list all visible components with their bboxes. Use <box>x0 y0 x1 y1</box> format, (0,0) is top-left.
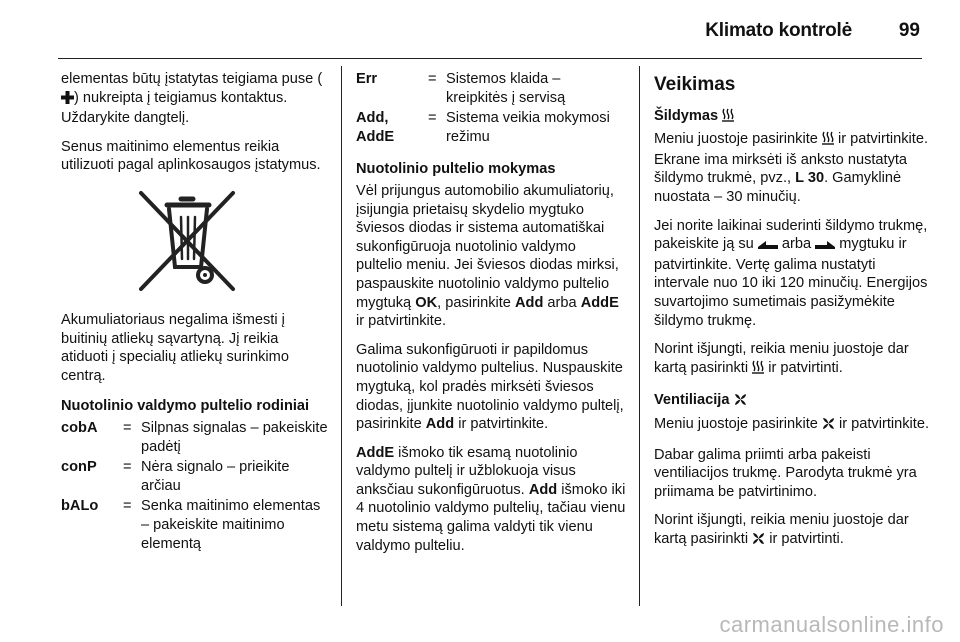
heating-paragraph-2: Jei norite laikinai suderinti šildymo trukmę, pakeiskite ją su arba mygtuku ir patvirtinkite. Vertę galima nustatyti intervale nuo 10 iki 120 minučių. Energijos suvartojimo sumetimais pasižymėkite šildymo trukmę. <box>654 217 928 329</box>
header-divider <box>58 58 922 59</box>
definition-term: Add, AddE <box>356 110 395 145</box>
arrow-right-icon <box>815 237 835 256</box>
definition-row: Add, AddE = Sistema veikia mokymosi režimu <box>356 109 626 146</box>
fan-icon <box>734 393 747 412</box>
section-heading-remote-displays: Nuotolinio valdymo pultelio rodiniai <box>61 398 310 415</box>
heating-icon <box>722 108 734 128</box>
subheading-heating: Šildymas <box>654 107 929 128</box>
column-left <box>61 70 329 567</box>
subheading-ventilation: Ventiliacija <box>654 391 929 412</box>
definition-row: Err = Sistemos klaida – kreipkitės į servisą <box>356 70 626 107</box>
battery-polarity-paragraph: elementas būtų įstatytas teigiama puse () nukreipta į teigiamus kontaktus. Uždarykite dangtelį. <box>61 71 323 127</box>
learning-paragraph-2: Galima sukonfigūruoti ir papildomus nuotolinio valdymo pultelius. Nuspauskite mygtuką, kol pradės mirksėti šviesos diodas, įjunkite nuotolinio valdymo pultelį, pasirinkite Add ir patvirtinkite. <box>356 341 624 433</box>
definition-term: conP <box>61 459 97 476</box>
heating-paragraph-1: Meniu juostoje pasirinkite ir patvirtinkite. Ekrane ima mirksėti iš anksto nustatyta šildymo trukmė, pvz., L 30. Gamyklinė nuostata – 30 minučių. <box>654 131 929 205</box>
definition-term: bALo <box>61 498 99 515</box>
definition-row: cobA = Silpnas signalas – pakeiskite padėtį <box>61 419 328 455</box>
ventilation-paragraph-3: Norint išjungti, reikia meniu juostoje dar kartą pasirinkti ir patvirtinti. <box>654 511 929 550</box>
page-title: Klimato kontrolė <box>705 20 852 41</box>
heating-paragraph-3: Norint išjungti, reikia meniu juostoje dar kartą pasirinkti ir patvirtinti. <box>654 340 929 379</box>
page-header <box>0 0 960 62</box>
ventilation-paragraph-2: Dabar galima priimti arba pakeisti ventiliacijos trukmę. Parodyta trukmė yra priimama be patvirtinimo. <box>654 446 917 500</box>
definition-row: bALo = Senka maitinimo elementas – pakeiskite maitinimo elementą <box>61 497 329 553</box>
crossed-bin-icon <box>135 189 239 293</box>
definition-row: conP = Nėra signalo – prieikite arčiau <box>61 458 329 495</box>
arrow-left-icon <box>758 237 778 256</box>
learning-paragraph-3: AddE išmoko tik esamą nuotolinio valdymo pultelį ir užblokuoja visus anksčiau sukonfigūruotus. Add išmoko iki 4 nuotolinio valdymo pultelių, tačiau vienu metu sistemą galima valdyti tik vienu valdymo pulteliu. <box>356 444 626 554</box>
definition-term: Err <box>356 71 378 87</box>
fan-icon <box>752 532 765 551</box>
disposal-paragraph: Senus maitinimo elementus reikia utilizuoti pagal aplinkosaugos įstatymus. <box>61 138 321 174</box>
definition-description: Silpnas signalas – pakeiskite padėtį <box>141 419 328 455</box>
section-title-operation: Veikimas <box>654 74 736 95</box>
battery-disposal-paragraph: Akumuliatoriaus negalima išmesti į buitinių atliekų sąvartyną. Jį reikia atiduoti į specialių atliekų surinkimo centrą. <box>61 311 289 384</box>
definition-description: Sistema veikia mokymosi režimu <box>446 110 610 145</box>
watermark: carmanualsonline.info <box>719 612 944 637</box>
column-divider-right <box>639 66 640 606</box>
remote-display-list <box>61 419 329 553</box>
fan-icon <box>822 417 835 436</box>
learning-paragraph-1: Vėl prijungus automobilio akumuliatorių, įsijungia prietaisų skydelio mygtuko šviesos diodas ir sistema automatiškai sukonfigūruoja nuotolinio valdymo pultelio meniu. Jei šviesos diodas mirksi, paspauskite nuotolinio valdymo pultelio mygtuką OK, pasirinkite Add arba AddE ir patvirtinkite. <box>356 182 619 330</box>
ventilation-paragraph-1: Meniu juostoje pasirinkite ir patvirtinkite. <box>654 415 929 436</box>
column-middle <box>356 70 626 565</box>
definition-description: Nėra signalo – prieikite arčiau <box>141 459 290 494</box>
heating-icon <box>752 360 764 380</box>
definition-description: Senka maitinimo elementas – pakeiskite maitinimo elementą <box>141 498 321 552</box>
definition-term: cobA <box>61 419 98 436</box>
section-heading-remote-learning: Nuotolinio pultelio mokymas <box>356 161 556 178</box>
heating-icon <box>822 131 834 151</box>
system-display-list <box>356 70 626 146</box>
page-number: 99 <box>898 20 920 41</box>
column-right <box>654 70 929 560</box>
column-divider-left <box>341 66 342 606</box>
definition-description: Sistemos klaida – kreipkitės į servisą <box>446 71 566 106</box>
plus-icon <box>61 91 74 110</box>
